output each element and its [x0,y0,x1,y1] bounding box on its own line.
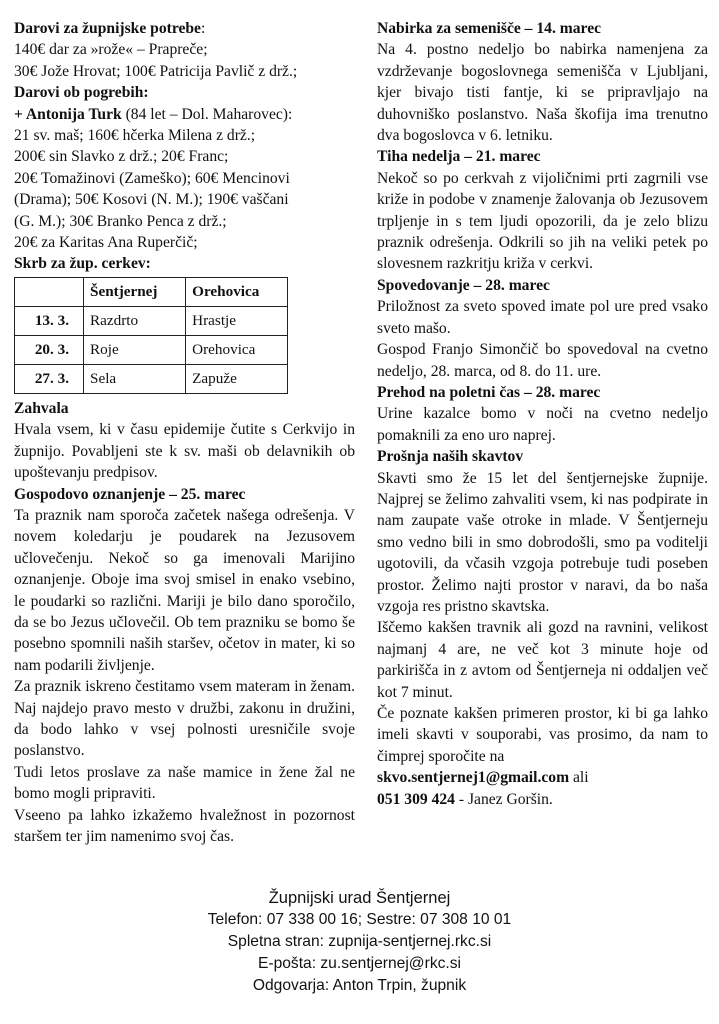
oznanjenje-paragraph: Tudi letos proslave za naše mamice in žene žal ne bomo mogli pripraviti. [14,763,355,803]
table-header-row [15,277,288,306]
deceased-details: (84 let – Dol. Maharovec): [121,105,293,123]
pogreb-line: 200€ sin Slavko z drž.; 20€ Franc; [14,148,229,166]
darovi-title-colon: : [200,20,206,37]
oznanjenje-paragraph: Ta praznik nam sporoča začetek našega odrešenja. V novem koledarju je poudarek na Jezusovem učlovečenju. Nekoč so ga imenovali Marijino oznanjenje. Oboje ima svoj smisel in enako vsebino, le poudarki so različni. Mariji je bilo dano sporočilo, da se bo Jezus učlovečil. Ob tem prazniku se bomo še posebno spomnili naših staršev, očetov in mater, ki so nam podarili življenje. [14,506,355,674]
skrb-title: Skrb za žup. cerkev: [14,255,151,273]
table-header-cell [15,277,84,306]
pogreb-name-line [14,104,355,125]
scout-phone: 051 309 424 [377,790,455,808]
contact-conjunction: ali [569,769,589,787]
prosnja-contact-line [377,767,708,788]
spoved-title: Spovedovanje – 28. marec [377,276,550,294]
contact-person: - Janez Goršin. [454,790,553,808]
left-column [14,18,355,847]
prosnja-paragraph: Skavti smo že 15 let del šentjernejske župnije. Najprej se želimo zahvaliti vsem, ki nas podpirate in nam zaupate vaše otroke in mlade. V Šentjerneju smo vedno bili in smo dobrodošli, smo pa voditelji ugotovili, da včasih vzgoja potrebuje tudi poseben prostor. Želimo najti prostor v naravi, da bo naša vzgoja res pristno skavtska. [377,469,708,615]
pogreb-line: 20€ Tomažinovi (Zameško); 60€ Mencinovi [14,169,290,187]
prosnja-paragraph: Iščemo kakšen travnik ali gozd na ravnini, velikost najmanj 4 are, ne več kot 3 minute hoje od parkirišča in z avtom od Šentjerneja ni oddaljen več kot 7 minut. [377,619,708,701]
table-cell: Zapuže [186,364,288,393]
table-date-cell: 13. 3. [15,306,84,335]
pogreb-title: Darovi ob pogrebih: [14,84,149,102]
table-row [15,364,288,393]
footer [0,887,719,997]
table-header-cell: Orehovica [186,277,288,306]
scout-email[interactable]: skvo.sentjernej1@gmail.com [377,769,570,787]
table-cell: Sela [84,364,186,393]
nabirka-text: Na 4. postno nedeljo bo nabirka namenjena za vzdrževanje bogoslovnega semenišča v Ljubljani, kjer bivajo tisti fantje, ki se pripravljajo na duhovniško poslanstvo. Naša škofija ima trenutno dva bogoslovca v 6. letniku. [377,41,708,145]
table-cell: Roje [84,335,186,364]
prosnja-title: Prošnja naših skavtov [377,448,524,466]
zahvala-text: Hvala vsem, ki v času epidemije čutite s Cerkvijo in župnijo. Povabljeni ste k sv. maši ob delavnikih ob upoštevanju predpisov. [14,421,355,482]
footer-phone: Telefon: 07 338 00 16; Sestre: 07 308 10 01 [207,911,512,928]
footer-responsible: Odgovarja: Anton Trpin, župnik [252,977,467,994]
oznanjenje-paragraph: Za praznik iskreno čestitamo vsem materam in ženam. Naj najdejo pravo mesto v družbi, zakonu in družini, da bodo lahko v vsej polnosti uresničile svoje poslanstvo. [14,678,355,760]
spoved-paragraph: Priložnost za sveto spoved imate pol ure pred vsako sveto mašo. [377,298,708,337]
cleaning-schedule-table [14,277,288,394]
darovi-line: 140€ dar za »rože« – Prapreče; [14,41,208,59]
darovi-title: Darovi za župnijske potrebe [14,20,201,37]
table-row [15,306,288,335]
prosnja-paragraph: Če poznate kakšen primeren prostor, ki bi ga lahko imeli skavti v souporabi, vas prosimo, da nam to čimprej sporočite na [377,705,708,765]
table-row [15,335,288,364]
table-cell: Orehovica [186,335,288,364]
footer-website[interactable]: Spletna stran: zupnija-sentjernej.rkc.si [227,933,492,950]
table-date-cell: 27. 3. [15,364,84,393]
table-cell: Razdrto [84,306,186,335]
darovi-line: 30€ Jože Hrovat; 100€ Patricija Pavlič z drž.; [14,62,298,80]
prosnja-phone-line [377,789,708,810]
right-column [377,18,708,810]
pogreb-line: (G. M.); 30€ Branko Penca z drž.; [14,212,227,230]
tiha-text: Nekoč so po cerkvah z vijoličnimi prti zagrnili vse križe in podobe v znamenje žalovanja ob Jezusovem trpljenje in s tem ljudi opozorili, da je zelo blizu praznik odrešenja. Odkrili so jih na veliki petek po slovesnem razkritju križa v cerkvi. [377,169,708,273]
darovi-heading [14,18,355,39]
nabirka-title: Nabirka za semenišče – 14. marec [377,20,602,37]
prehod-text: Urine kazalce bomo v noči na cvetno nedeljo pomaknili za eno uro naprej. [377,405,708,444]
footer-email[interactable]: E-pošta: zu.sentjernej@rkc.si [257,955,462,972]
oznanjenje-paragraph: Vseeno pa lahko izkažemo hvaležnost in pozornost staršem ter jim namenimo svoj čas. [14,806,355,845]
prehod-title: Prehod na poletni čas – 28. marec [377,383,601,401]
pogreb-line: 21 sv. maš; 160€ hčerka Milena z drž.; [14,127,256,145]
zahvala-title: Zahvala [14,399,69,417]
table-date-cell: 20. 3. [15,335,84,364]
table-cell: Hrastje [186,306,288,335]
footer-title: Župnijski urad Šentjernej [268,889,451,907]
tiha-title: Tiha nedelja – 21. marec [377,148,541,166]
oznanjenje-title: Gospodovo oznanjenje – 25. marec [14,485,246,503]
pogreb-line: 20€ za Karitas Ana Ruperčič; [14,234,198,252]
spoved-paragraph: Gospod Franjo Simončič bo spovedoval na cvetno nedeljo, 28. marca, od 8. do 11. ure. [377,341,708,380]
deceased-name: + Antonija Turk [14,105,122,123]
table-header-cell: Šentjernej [84,277,186,306]
pogreb-line: (Drama); 50€ Kosovi (N. M.); 190€ vaščani [14,191,289,209]
